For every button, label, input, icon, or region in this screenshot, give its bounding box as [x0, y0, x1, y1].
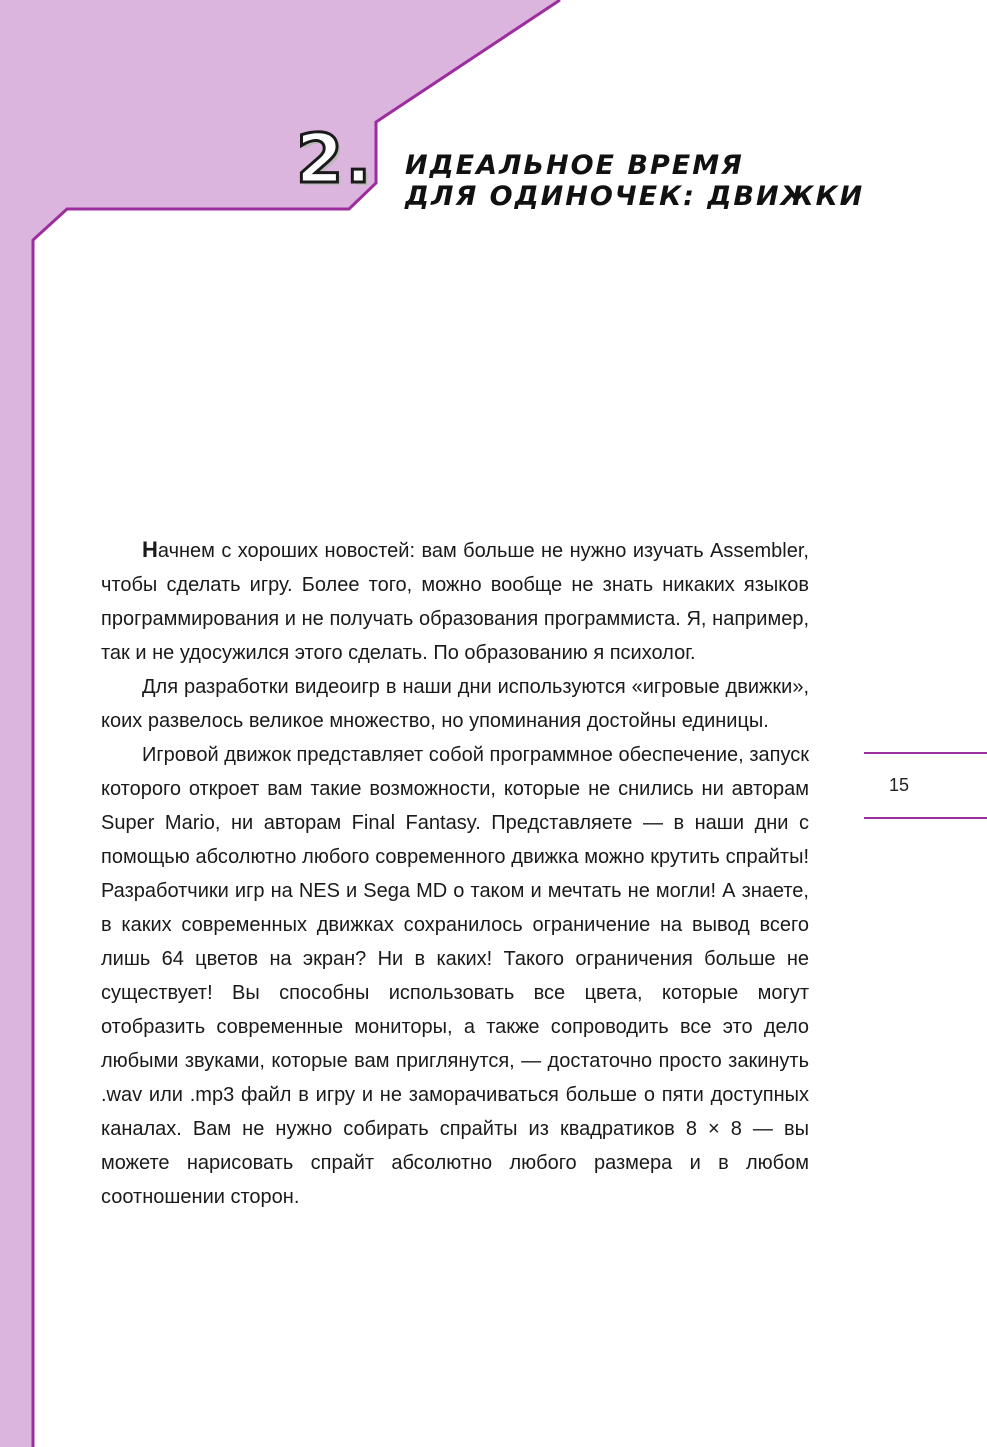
- body-text: [101, 533, 809, 1214]
- chapter-title: [405, 150, 864, 212]
- dropcap: Н: [142, 537, 158, 562]
- chapter-number: 2.: [296, 120, 374, 199]
- paragraph-1: [101, 533, 809, 670]
- page-number-rule-bottom: [864, 817, 987, 819]
- page-number-rule-top: [864, 752, 987, 754]
- chapter-title-line-1: ИДЕАЛЬНОЕ ВРЕМЯ: [405, 150, 744, 181]
- paragraph-3: Игровой движок представляет собой программное обеспечение, запуск которого откроет вам такие возможности, которые не снились ни авторам Super Mario, ни авторам Final Fantasy. Представляете — в наши дни с помощью абсолютно любого современного движка можно крутить спрайты! Разработчики игр на NES и Sega MD о таком и мечтать не могли! А знаете, в каких современных движках сохранилось ограничение на вывод всего лишь 64 цветов на экран? Ни в каких! Такого ограничения больше не существует! Вы способны использовать все цвета, которые могут отобразить современные мониторы, а также сопроводить все это дело любыми звуками, которые вам приглянутся, — достаточно просто закинуть .wav или .mp3 файл в игру и не заморачиваться больше о пяти доступных каналах. Вам не нужно собирать спрайты из квадратиков 8 × 8 — вы можете нарисовать спрайт абсолютно любого размера и в любом соотношении сторон.: [101, 744, 809, 1208]
- chapter-title-line-2: ДЛЯ ОДИНОЧЕК: ДВИЖКИ: [405, 181, 865, 212]
- page-number: 15: [889, 775, 910, 795]
- paragraph-2: Для разработки видеоигр в наши дни используются «игровые движки», коих развелось великое множество, но упоминания достойны единицы.: [101, 676, 809, 732]
- paragraph-1-text: ачнем с хороших новостей: вам больше не нужно изучать Assembler, чтобы сделать игру. Более того, можно вообще не знать никаких языков программирования и не получать образования программиста. Я, например, так и не удосужился этого сделать. По образованию я психолог.: [101, 540, 809, 664]
